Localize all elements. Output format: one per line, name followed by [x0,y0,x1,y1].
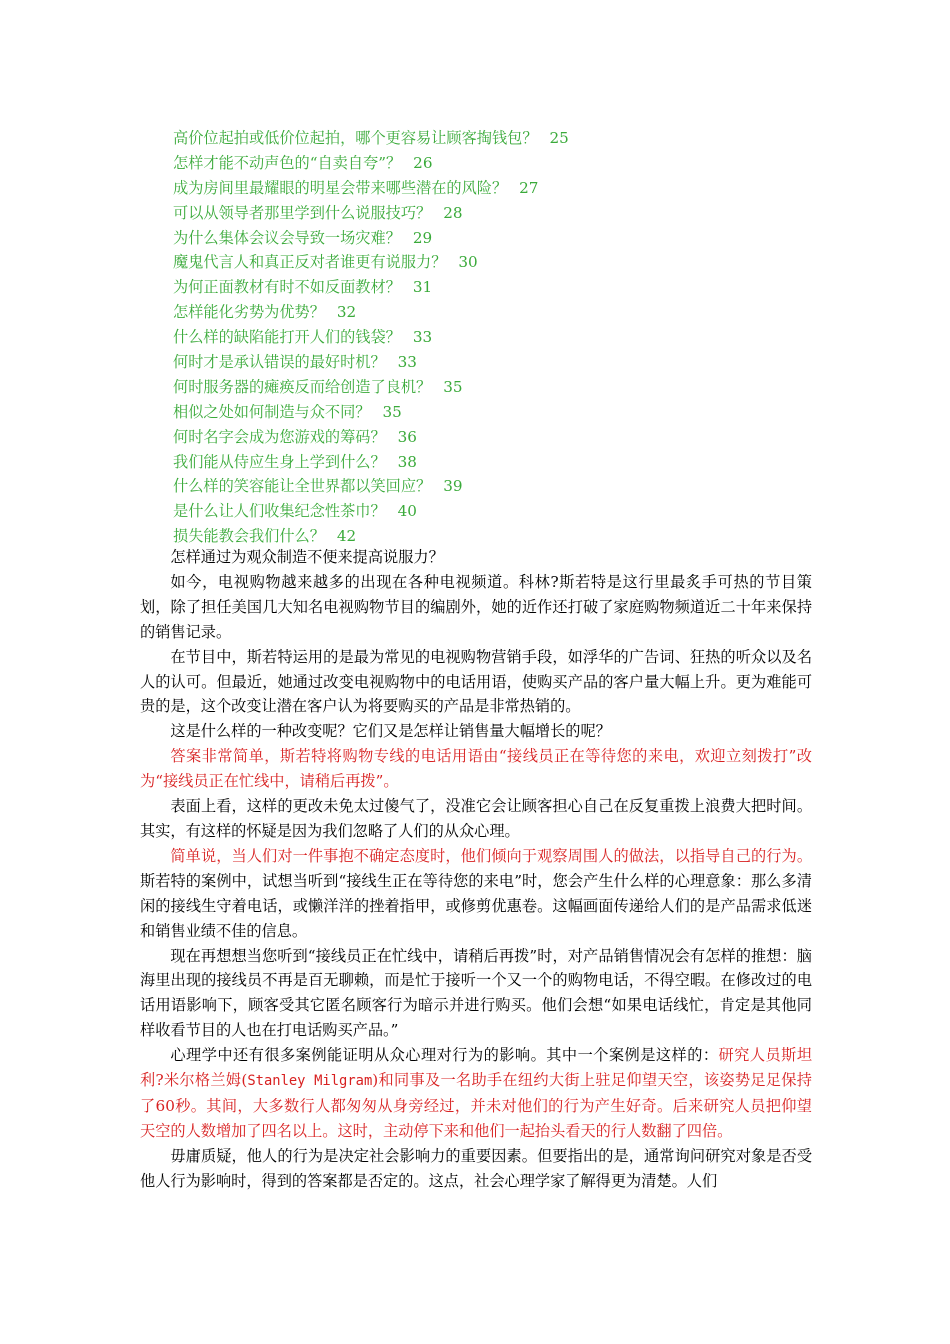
toc-entry-title: 是什么让人们收集纪念性茶巾？ [173,502,386,521]
article-body [140,545,812,1194]
toc-entry[interactable] [173,425,873,450]
toc-entry-page: 26 [413,153,433,172]
toc-entry[interactable] [173,126,873,151]
toc-entry-title: 可以从领导者那里学到什么说服技巧？ [173,203,432,222]
toc-entry-page: 36 [397,427,417,446]
toc-entry-title: 怎样才能不动声色的“自卖自夸”？ [173,153,402,172]
toc-entry-title: 高价位起拍或低价位起拍，哪个更容易让顾客掏钱包？ [173,129,538,147]
toc-entry-page: 25 [549,129,569,147]
paragraph [140,1043,812,1144]
toc-entry[interactable] [173,300,873,325]
toc-entry[interactable] [173,275,873,300]
paragraph: 在节目中，斯若特运用的是最为常见的电视购物营销手段，如浮华的广告词、狂热的听众以及名人的认可。但最近，她通过改变电视购物中的电话用语，使购买产品的客户量大幅上升。更为难能可贵的是，这个改变让潜在客户认为将要购买的产品是非常热销的。 [140,647,812,716]
toc-entry-page: 27 [519,178,539,197]
toc-entry-page: 28 [443,203,463,222]
toc-entry-title: 什么样的缺陷能打开人们的钱袋？ [173,328,401,347]
toc-entry[interactable] [173,474,873,499]
toc-entry-title: 我们能从侍应生身上学到什么？ [173,452,386,471]
toc-entry[interactable] [173,375,873,400]
toc-entry-title: 魔鬼代言人和真正反对者谁更有说服力？ [173,253,447,272]
toc-entry[interactable] [173,201,873,226]
toc-entry-title: 何时才是承认错误的最好时机？ [173,353,386,372]
english-name: Stanley Milgram [247,1073,373,1090]
paragraph [140,844,812,944]
toc-entry-page: 42 [336,527,357,546]
toc-entry-page: 38 [397,452,417,471]
toc-entry-page: 40 [397,502,417,521]
toc-entry-title: 何时服务器的瘫痪反而给创造了良机？ [173,377,432,396]
highlighted-paragraph: 答案非常简单，斯若特将购物专线的电话用语由“接线员正在等待您的来电，欢迎立刻拨打”改为“接线员正在忙线中，请稍后再拨”。 [140,747,812,791]
highlighted-text: 研究人员斯坦利?米尔格兰姆( [140,1046,813,1090]
toc-entry-page: 35 [382,402,402,421]
toc-entry-title: 为何正面教材有时不如反面教材？ [173,278,401,297]
toc-entry-page: 32 [336,303,357,322]
toc-entry-page: 31 [412,278,433,297]
toc-entry-page: 39 [443,477,463,496]
toc-entry[interactable] [173,325,873,350]
paragraph: 如今，电视购物越来越多的出现在各种电视频道。科林?斯若特是这行里最炙手可热的节目策划，除了担任美国几大知名电视购物节目的编剧外，她的近作还打破了家庭购物频道近二十年来保持的销售记录。 [140,572,812,641]
toc-entry-title: 相似之处如何制造与众不同？ [173,402,371,421]
section-heading: 怎样通过为观众制造不便来提高说服力？ [170,548,444,566]
toc-entry-title: 成为房间里最耀眼的明星会带来哪些潜在的风险？ [173,178,508,197]
toc-entry[interactable] [173,400,873,425]
toc-entry[interactable] [173,151,873,176]
paragraph: 这是什么样的一种改变呢？它们又是怎样让销售量大幅增长的呢？ [170,722,611,741]
toc-entry[interactable] [173,450,873,475]
toc-entry[interactable] [173,176,873,201]
toc-entry-title: 损失能教会我们什么？ [173,527,325,546]
paragraph: 表面上看，这样的更改未免太过傻气了，没准它会让顾客担心自己在反复重拨上浪费大把时间。其实，有这样的怀疑是因为我们忽略了人们的从众心理。 [140,797,812,840]
toc-entry-page: 33 [412,328,433,347]
toc-entry[interactable] [173,226,873,251]
table-of-contents [173,126,873,549]
toc-entry-page: 35 [443,377,463,396]
toc-entry[interactable] [173,250,873,275]
highlighted-text: 简单说，当人们对一件事抱不确定态度时，他们倾向于观察周围人的做法，以指导自己的行为。 [170,846,812,865]
toc-entry-title: 为什么集体会议会导致一场灾难？ [173,228,401,247]
toc-entry[interactable] [173,499,873,524]
toc-entry-title: 什么样的笑容能让全世界都以笑回应？ [173,477,432,496]
toc-entry-title: 怎样能化劣势为优势？ [173,303,325,322]
paragraph-text: 心理学中还有很多案例能证明从众心理对行为的影响。其中一个案例是这样的： [170,1046,719,1065]
highlighted-text: )和同事及一名助手在纽约大街上驻足仰望天空，该姿势足足保持了60秒。其间，大多数行人都匆匆从身旁经过，并未对他们的行为产生好奇。后来研究人员把仰望天空的人数增加了四名以上。这时，主动停下来和他们一起抬头看天的行人数翻了四倍。 [140,1071,812,1140]
toc-entry-title: 何时名字会成为您游戏的筹码？ [173,427,386,446]
paragraph-text: 斯若特的案例中，试想当听到“接线生正在等待您的来电”时，您会产生什么样的心理意象：那么多清闲的接线生守着电话，或懒洋洋的挫着指甲，或修剪优惠卷。这幅画面传递给人们的是产品需求低迷和销售业绩不佳的信息。 [140,871,812,940]
toc-entry-page: 29 [412,228,433,247]
paragraph: 毋庸质疑，他人的行为是决定社会影响力的重要因素。但要指出的是，通常询问研究对象是否受他人行为影响时，得到的答案都是否定的。这点，社会心理学家了解得更为清楚。人们 [140,1146,812,1190]
paragraph: 现在再想想当您听到“接线员正在忙线中，请稍后再拨”时，对产品销售情况会有怎样的推想：脑海里出现的接线员不再是百无聊赖，而是忙于接听一个又一个的购物电话，不得空暇。在修改过的电话用语影响下，顾客受其它匿名顾客行为暗示并进行购买。他们会想“如果电话线忙，肯定是其他同样收看节目的人也在打电话购买产品。” [140,946,812,1040]
toc-entry-page: 30 [458,253,478,272]
toc-entry-page: 33 [397,353,417,372]
toc-entry[interactable] [173,350,873,375]
